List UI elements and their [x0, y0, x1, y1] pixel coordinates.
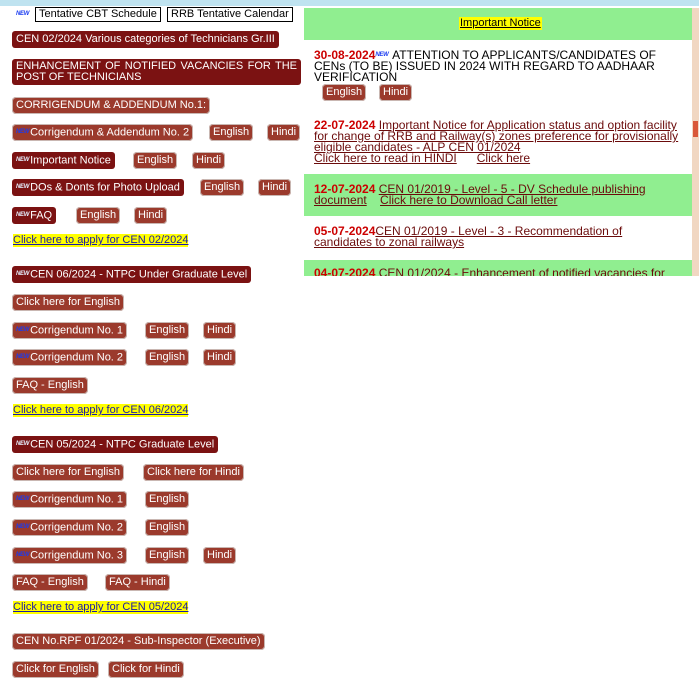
notice-item [304, 174, 692, 216]
notice-date: 12-07-2024 [314, 182, 376, 196]
cen06-corrigendum-2[interactable]: NEWCorrigendum No. 2 [12, 349, 127, 366]
download-call-letter-link[interactable]: Click here to Download Call letter [380, 193, 558, 207]
cen02-corrigendum-1[interactable]: CORRIGENDUM & ADDENDUM No.1: [12, 97, 210, 114]
notice-link[interactable]: CEN 01/2024 - Enhancement of notified vacancies for [378, 266, 665, 276]
cen05-heading[interactable]: NEWCEN 05/2024 - NTPC Graduate Level [12, 436, 218, 453]
notice-english-button[interactable]: English [322, 84, 366, 101]
cen06-corrigendum-1[interactable]: NEWCorrigendum No. 1 [12, 322, 127, 339]
notice-item [304, 120, 692, 172]
rpf-click-hindi[interactable]: Click for Hindi [108, 661, 184, 678]
notice-header-title: Important Notice [460, 17, 541, 29]
scrollbar-thumb[interactable] [693, 121, 698, 137]
cbt-schedule-link[interactable]: Tentative CBT Schedule [35, 7, 161, 22]
rpf-heading[interactable]: CEN No.RPF 01/2024 - Sub-Inspector (Executive) [12, 633, 265, 650]
cen05-corrigendum-2[interactable]: NEWCorrigendum No. 2 [12, 519, 127, 536]
rrb-calendar-link[interactable]: RRB Tentative Calendar [167, 7, 293, 22]
notice-link[interactable]: Important Notice for Application status and option facility for change of RRB and Railway(s) zones preference for provisionally eligible candidates - ALP CEN 01/2024 [314, 118, 679, 154]
cen06-corr2-english[interactable]: English [145, 349, 189, 366]
cen06-click-english[interactable]: Click here for English [12, 294, 124, 311]
cen02-faq-hindi[interactable]: Hindi [134, 207, 167, 224]
cen06-apply-link[interactable]: Click here to apply for CEN 06/2024 [13, 404, 189, 416]
read-hindi-link[interactable]: Click here to read in HINDI [314, 151, 457, 165]
cen02-faq-english[interactable]: English [76, 207, 120, 224]
cen06-heading[interactable]: NEWCEN 06/2024 - NTPC Under Graduate Level [12, 266, 251, 283]
new-icon: NEW [375, 52, 389, 59]
cen05-corrigendum-3[interactable]: NEWCorrigendum No. 3 [12, 547, 127, 564]
cen02-faq[interactable]: NEWFAQ [12, 207, 56, 224]
notice-hindi-button[interactable]: Hindi [379, 84, 412, 101]
notice-item [304, 50, 692, 105]
cen05-apply-link[interactable]: Click here to apply for CEN 05/2024 [13, 601, 189, 613]
cen02-corrigendum-2[interactable]: NEWCorrigendum & Addendum No. 2 [12, 124, 193, 141]
notice-date: 04-07-2024 [314, 266, 376, 276]
notice-date: 22-07-2024 [314, 118, 376, 132]
cen02-corr2-hindi[interactable]: Hindi [267, 124, 300, 141]
cen02-notice-hindi[interactable]: Hindi [192, 152, 225, 169]
notice-link[interactable]: CEN 01/2019 - Level - 5 - DV Schedule publishing document [314, 182, 646, 207]
cen05-click-hindi[interactable]: Click here for Hindi [143, 464, 244, 481]
notice-scrollbar[interactable] [692, 8, 699, 276]
cen06-faq-english[interactable]: FAQ - English [12, 377, 88, 394]
new-icon: NEW [16, 271, 30, 277]
cen02-notice-english[interactable]: English [133, 152, 177, 169]
new-icon: NEW [16, 157, 30, 163]
notice-header [304, 8, 692, 40]
cen05-faq-english[interactable]: FAQ - English [12, 574, 88, 591]
cen06-corr2-hindi[interactable]: Hindi [203, 349, 236, 366]
new-icon: NEW [16, 212, 30, 218]
notice-item [304, 216, 692, 260]
new-icon: NEW [16, 441, 30, 447]
cen02-dos-donts[interactable]: NEWDOs & Donts for Photo Upload [12, 179, 184, 196]
cen02-apply-link[interactable]: Click here to apply for CEN 02/2024 [13, 234, 189, 246]
cen02-dos-hindi[interactable]: Hindi [258, 179, 291, 196]
cen02-heading[interactable]: CEN 02/2024 Various categories of Technicians Gr.III [12, 31, 279, 48]
new-icon: NEW [16, 327, 30, 333]
notice-item [304, 260, 692, 276]
new-icon: NEW [16, 552, 30, 558]
notice-link[interactable]: CEN 01/2019 - Level - 3 - Recommendation of candidates to zonal railways [314, 224, 623, 249]
cen02-dos-english[interactable]: English [200, 179, 244, 196]
notice-date: 30-08-2024 [314, 48, 376, 62]
notice-text: ATTENTION TO APPLICANTS/CANDIDATES OF CENs (TO BE) ISSUED IN 2024 WITH REGARD TO AADHAAR VERIFICATION [314, 48, 656, 85]
cen05-corr1-english[interactable]: English [145, 491, 189, 508]
new-badge-icon: NEW [16, 11, 30, 18]
cen06-corr1-english[interactable]: English [145, 322, 189, 339]
cen05-corr2-english[interactable]: English [145, 519, 189, 536]
important-notice-panel[interactable] [304, 8, 692, 276]
rpf-click-english[interactable]: Click for English [12, 661, 99, 678]
cen02-important-notice[interactable]: NEWImportant Notice [12, 152, 115, 169]
cen05-faq-hindi[interactable]: FAQ - Hindi [105, 574, 170, 591]
cen02-enhancement-link[interactable]: ENHANCEMENT OF NOTIFIED VACANCIES FOR THE POST OF TECHNICIANS [12, 59, 301, 85]
new-icon: NEW [16, 496, 30, 502]
cen02-corr2-english[interactable]: English [209, 124, 253, 141]
click-here-link[interactable]: Click here [476, 151, 531, 165]
new-icon: NEW [16, 129, 30, 135]
new-icon: NEW [16, 184, 30, 190]
cen06-corr1-hindi[interactable]: Hindi [203, 322, 236, 339]
top-strip [0, 0, 699, 6]
cen05-corr3-hindi[interactable]: Hindi [203, 547, 236, 564]
new-icon: NEW [16, 524, 30, 530]
cen05-corrigendum-1[interactable]: NEWCorrigendum No. 1 [12, 491, 127, 508]
cen05-corr3-english[interactable]: English [145, 547, 189, 564]
new-icon: NEW [16, 354, 30, 360]
notice-date: 05-07-2024 [314, 224, 376, 238]
cen05-click-english[interactable]: Click here for English [12, 464, 124, 481]
